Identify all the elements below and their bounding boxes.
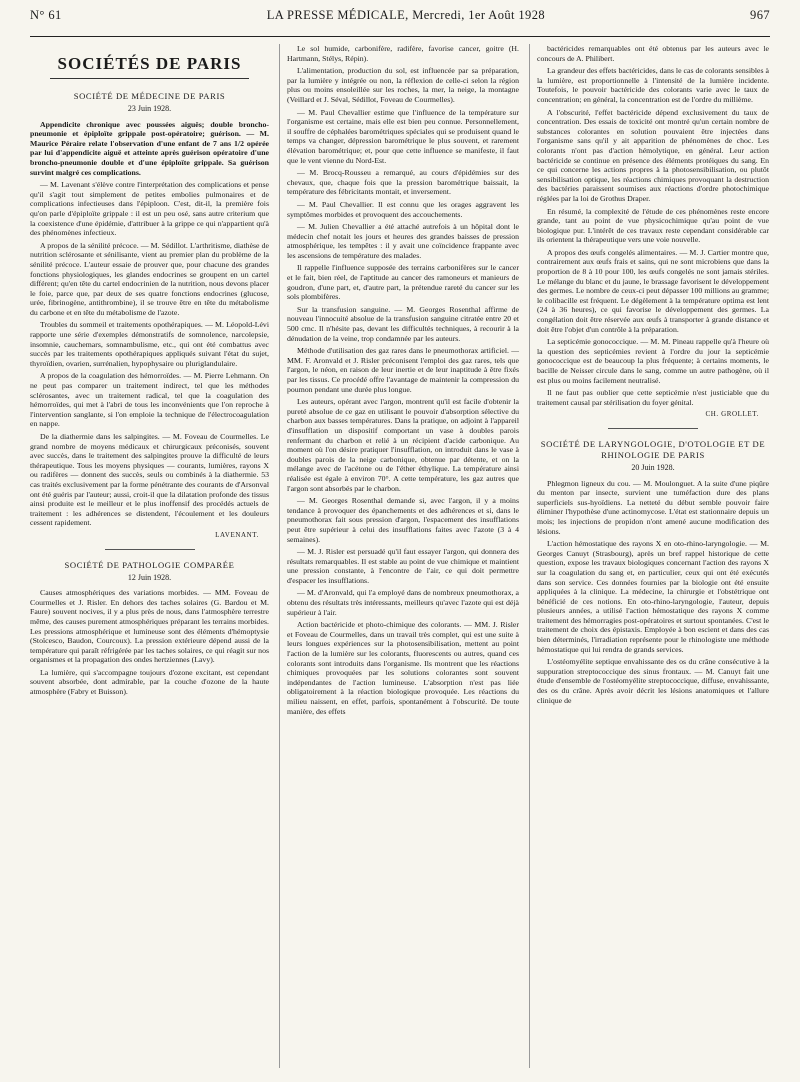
paragraph: — M. d'Aronvald, qui l'a employé dans de nombreux pneumothorax, a obtenu des résultats très intéressants, meilleurs qu'avec l'azote qui est déjà supérieur à l'air. (287, 588, 519, 617)
paragraph: La grandeur des effets bactéricides, dans le cas de colorants sensibles à la lumière, est proportionnelle à l'intensité de la lumière incidente. Toutefois, le pouvoir bactéricide des colorants varie avec le taux de concentration; en général, la concentration est de l'ordre du millième. (537, 66, 769, 104)
paragraph: Il ne faut pas oublier que cette septicémie n'est justiciable que du traitement causal par stérilisation du foyer génital. (537, 388, 769, 407)
journal-title: LA PRESSE MÉDICALE, Mercredi, 1er Août 1928 (266, 8, 545, 22)
column-2 (279, 44, 519, 1068)
page-ref: 967 (750, 8, 770, 22)
divider (105, 549, 195, 550)
section-title: SOCIÉTÉ DE LARYNGOLOGIE, D'OTOLOGIE ET DE RHINOLOGIE DE PARIS (540, 438, 766, 460)
paragraph: Troubles du sommeil et traitements opothérapiques. — M. Léopold-Lévi rapporte une série d'exemples démonstratifs de somnolence, narcolepsie, insomnie, cauchemars, somnambulisme, etc., qui ont été combattus avec succès par les traitements opothérapiques appliqués suivant l'état du sujet, thyroïdien, ovarien, surrénalien, hypophysaire ou pluriglandulaire. (30, 320, 269, 368)
section-date: 20 Juin 1928. (631, 462, 675, 472)
header-rule (30, 36, 770, 37)
paragraph: — M. Paul Chevallier estime que l'influence de la température sur l'organisme est certaine, mais elle est bien peu connue. Personnellement, il souffre de céphalées barométriques spéciales qui se produisent quand le temps va changer, dépression barométrique le plus souvent, et rarement élévation barométrique; et, pour que cette influence se manifeste, il faut que le vent vienne du Nord-Est. (287, 107, 519, 165)
paragraph: A l'obscurité, l'effet bactéricide dépend exclusivement du taux de concentration. Des essais de toxicité ont montré qu'un certain nombre de substances colorantes en solution pouvaient être injectées dans l'organisme sans qu'il y ait apparition de phénomènes de choc. Les colorants n'ont pas d'action hémolytique, en général. Leur action bactéricide se continue en présence des éléments protéiques du sang. En ce qui concerne les actions propres à la photosensibilisation, ou plutôt sensibilisation optique, les réactions chimiques provoquant la destruction des bactéries paraissent soumises aux réactions d'ordre photochimique réglées par la loi de Grothus Draper. (537, 107, 769, 203)
paragraph: La lumière, qui s'accompagne toujours d'ozone excitant, est cependant souvent absorbée, dont admirable, par la couche d'ozone de la haute atmosphère (Fabry et Buisson). (30, 667, 269, 697)
paragraph: L'alimentation, production du sol, est influencée par sa préparation, par la lumière y intégrée ou non, la réflexion de celle-ci selon la région plus ou moins ensoleillée sur les roches, la mer, la neige, la montagne (Veillard et J. Séval, Sédillot, Foveau de Courmelles). (287, 66, 519, 104)
paragraph: — M. Georges Rosenthal demande si, avec l'argon, il y a moins tendance à provoquer des épanchements et des adhérences et si, dans le pneumothorax fait sous pression d'argon, l'espacement des insufflations peut être supérieur à celui des insufflations faites avec l'azote (3 à 4 semaines). (287, 496, 519, 544)
paragraph: L'ostéomyélite septique envahissante des os du crâne consécutive à la suppuration streptococcique des sinus frontaux. — M. Canuyt fait une étude d'ensemble de l'ostéomyélite streptococcique, diffuse, envahissante, des os du crâne. Après avoir décrit les lésions anatomiques et l'allure clinique de (537, 657, 769, 705)
paragraph: Sur la transfusion sanguine. — M. Georges Rosenthal affirme de nouveau l'innocuité absolue de la transfusion sanguine citratée entre 20 et 500 cmc. Il n'hésite pas, devant les difficultés techniques, à recourir à la dénudation de la veine, trop condamnée par les auteurs. (287, 304, 519, 343)
paragraph: A propos de la coagulation des hémorroïdes. — M. Pierre Lehmann. On ne peut pas comparer un traitement indirect, tel que les méthodes sclérosantes, avec un traitement radical, tel que la coagulation des hémorroïdes, qui met à l'abri de tous les inconvénients que l'on reproche à l'intervention sanglante, si l'on emploie la technique de l'électrocoagulation en nappe. (30, 371, 269, 429)
section-date: 23 Juin 1928. (127, 104, 172, 113)
paragraph: — M. Julien Chevallier a été attaché autrefois à un hôpital dont le médecin chef notait les jours et heures des grandes baisses de pression atmosphérique, les tempêtes : il y avait une coïncidence frappante avec les ascensions de température des malades. (287, 222, 519, 260)
paragraph: Il rappelle l'influence supposée des terrains carbonifères sur le cancer et le fait, bien réel, de l'aptitude au cancer des ramoneurs et manieurs de goudron, d'une part, et, d'autre part, la prétendue rareté du cancer sur les sols plombifères. (287, 263, 519, 302)
paragraph: A propos des œufs congelés alimentaires. — M. J. Cartier montre que, contrairement aux œufs frais et sains, qui ne sont microbiens que dans la proportion de 8 à 10 pour 100, les œufs congelés ne sont jamais stériles. Le mélange du blanc et du jaune, le brassage favorisent le développement des germes. Le nombre de ceux-ci peut dépasser 100 millions au gramme; le colibacille est fréquent. Le dégèlement à la température optima est lent (24 à 36 heures), ce qui favorise le développement des germes. La congélation doit être réservée aux œufs à transporter à grande distance et doit être l'objet d'un contrôle à la préparation. (537, 247, 769, 334)
page-header (30, 8, 770, 30)
paragraph: bactéricides remarquables ont été obtenus par les auteurs avec le concours de A. Philibert. (537, 44, 769, 63)
signature: CH. GROLLET. (705, 410, 759, 419)
section-title: SOCIÉTÉ DE PATHOLOGIE COMPARÉE (64, 559, 235, 570)
paragraph: A propos de la sénilité précoce. — M. Sédillot. L'arthritisme, diathèse de nutrition sclérosante et sénilisante, vient au premier plan du problème de la sénilité précoce. L'auteur essaie de prouver que, pour chacune des grandes fonctions physiologiques, les glandes endocrines se groupent en un cartel différent; qu'en tête du cartel endocrinien de la nutrition, nous devons placer le foie, parce que, par deux de ses quatre fonctions endocrines (glucose, urée, fibrinogène, antithrombine), il se trouve être en tête du métabolisme du carbone et en tête du métabolisme de l'azote. (30, 240, 269, 317)
paragraph: La septicémie gonococcique. — M. M. Pineau rappelle qu'à l'heure où la question des septicémies revient à l'ordre du jour la septicémie gonococcique est de beaucoup la plus fréquente; à certains moments, le bacille de Neisser circule dans le sang, comme un autre pathogène, où il est plus ou moins facilement neutralisé. (537, 337, 769, 385)
signature: LAVENANT. (215, 530, 259, 539)
paragraph: Les auteurs, opérant avec l'argon, montrent qu'il est facile d'obtenir la pureté absolue de ce gaz en utilisant le pouvoir d'absorption sélective du charbon aux basses températures. Dans la pratique, on adjoint à l'appareil d'insufflation un dispositif comportant un vase à doubles parois renfermant du charbon et relié à un récipient d'acide carbonique. Au moment où l'on désire pratiquer l'insufflation, on introduit dans le vase à doubles parois de la neige carbonique, obtenue par détente, et on la mélange avec de l'acétone ou de l'éther éthylique. La température ainsi réalisée est égale à environ 70°. A cette température, les gaz autres que l'argon sont absorbés par le charbon. (287, 397, 519, 493)
paragraph: Causes atmosphériques des variations morbides. — MM. Foveau de Courmelles et J. Risler. En dehors des taches solaires (G. Bardou et M. Faure) souvent nocives, il y a plus près de nous, dans l'atmosphère terrestre même, des causes purement atmosphériques préparant les terrains morbides. Les pressions atmosphérique et lumineuse sont des éléments d'hémoptysie (Stoïcesco, Baudon, Courcoux). La pression extérieure dépend aussi de la température qui paraît réfrigérée par les taches solaires, ce qui réagit sur nos organismes et la propagation des ondes hertziennes (Lavy). (30, 588, 269, 665)
masthead: SOCIÉTÉS DE PARIS (57, 54, 242, 73)
paragraph: — M. Lavenant s'élève contre l'interprétation des complications et pense qu'il s'agit tout simplement de petites embolies pulmonaires et de complications infectieuses dans l'épiploon. C'est, dit-il, la première fois qu'on parle d'épiploïte grippale : il est un peu osé, sans autre criterium que la coexistence d'une épidémie, d'attribuer à la grippe ce qui n'appartient qu'à des phénomènes infectieux. (30, 180, 269, 238)
paragraph: — M. J. Risler est persuadé qu'il faut essayer l'argon, qui donnera des résultats remarquables. Il est stable au point de vue chimique et maintient une pression constante, à l'encontre de l'air, ce qui doit permettre d'espacer les insufflations. (287, 547, 519, 585)
paragraph: De la diathermie dans les salpingites. — M. Foveau de Courmelles. Le grand nombre de moyens médicaux et chirurgicaux préconisés, souvent avec succès, dans le traitement des salpingites prouve la difficulté de leurs thérapeutique. Tous les moyens physiques — courants, lumières, rayons X ou radifères — donnent des succès, seuls ou combinés à la diathermie. 53 cas traités exclusivement par la forme pénétrante des courants de d'Arsonval ont été guéris par l'auteur; aussi, croit-il que la dilatation profonde des tissus ainsi produite est le meilleur et le plus inoffensif des procédés actuels de traitement : les adhérences se distendent, l'écoulement et les douleurs cessent rapidement. (30, 432, 269, 528)
paragraph: — M. Brocq-Rousseu a remarqué, au cours d'épidémies sur des chevaux, que, chaque fois que la pression barométrique baissait, la température des fébricitants montait, et inversement. (287, 168, 519, 197)
masthead-rule (50, 78, 249, 79)
page-number: N° 61 (30, 8, 62, 22)
column-1 (30, 44, 269, 1068)
paragraph: En résumé, la complexité de l'étude de ces phénomènes reste encore grande, tant au point de vue physicochimique qu'au point de vue biologique pur. L'intérêt de ces travaux reste cependant considérable car ils orientent la thérapeutique vers une voie nouvelle. (537, 206, 769, 245)
paragraph: Méthode d'utilisation des gaz rares dans le pneumothorax artificiel. — MM. F. Aronvald et J. Risler préconisent l'emploi des gaz rares, tels que l'argon, le néon, en raison de leur inertie et de leur inaptitude à être fixés par les tissus. Ce procédé offre l'avantage de maintenir la compression du poumon pendant une durée plus longue. (287, 346, 519, 394)
paragraph: — M. Paul Chevallier. Il est connu que les orages aggravent les symptômes morbides et provoquent des accouchements. (287, 199, 519, 219)
section-title: SOCIÉTÉ DE MÉDECINE DE PARIS (73, 91, 226, 101)
divider (608, 428, 698, 429)
paragraph: Le sol humide, carbonifère, radifère, favorise cancer, goitre (H. Hartmann, Stélys, Répin). (287, 44, 519, 63)
section-date: 12 Juin 1928. (127, 572, 172, 582)
paragraph: L'action hémostatique des rayons X en oto-rhino-laryngologie. — M. Georges Canuyt (Strasbourg), après un bref rappel historique de cette question, expose les travaux biologiques concernant l'action des rayons X sur la coagulation du sang et, en particulier, ceux qui ont été exécutés dans son service. Ces données fournies par la biologie ont été ensuite appliquées à la clinique. La médecine, la chirurgie et l'obstétrique ont bénéficié de ces notions. En oto-rhino-laryngologie, l'auteur, depuis plusieurs années, a utilisé l'action hémostatique des rayons X comme traitement des hémorragies post-opératoires et surtout spontanées. C'est le traitement de choix des épistaxis. Employée à bon escient et dans des cas bien déterminés, l'irradiation représente pour le rhinologiste une méthode hémostatique qui lui rendra de grands services. (537, 539, 769, 654)
paragraph: Action bactéricide et photo-chimique des colorants. — MM. J. Risler et Foveau de Courmelles, dans un travail très complet, qui est une suite à leurs longues expériences sur la photosensibilisation, mettent au point l'action de la lumière sur les colorants, fluorescents ou autres, quand ces colorants sont introduits dans l'organisme. Ils montrent que les réactions chimiques provoquées par les solutions colorantes sont souvent indépendantes de l'action lumineuse. L'absorption n'est pas liée obligatoirement à la réaction biologique provoquée. Les réactions du milieu naissent, en effet, parfois, spontanément à l'obscurité. De toute manière, des effets (287, 620, 519, 716)
paragraph: Appendicite chronique avec poussées aiguës; double broncho-pneumonie et épiploïte grippale post-opératoire; guérison. — M. Maurice Péraire relate l'observation d'une enfant de 7 ans 1/2 opérée par lui d'appendicite aiguë et atteinte après guérison opératoire d'une broncho-pneumonie double et d'une épiploïte grippale. Sa guérison survint malgré ces complications. (30, 119, 269, 177)
column-3 (529, 44, 769, 1068)
article-columns (30, 44, 770, 1068)
paragraph: Phlegmon ligneux du cou. — M. Moulonguet. A la suite d'une piqûre du menton par insecte, survient une tuméfaction dure des plans superficiels sus-hyoïdiens. La netteté du début semble pouvoir faire éliminer l'hypothèse d'une actinomycose. L'état est stationnaire depuis un mois; les injections de propidon n'ont amené aucune modification des lésions. (537, 478, 769, 536)
